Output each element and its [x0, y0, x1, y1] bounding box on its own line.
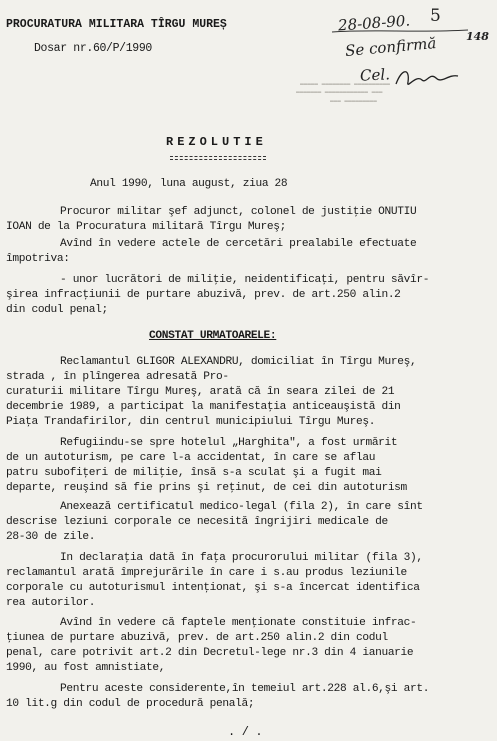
paragraph-line: reclamantul arată împrejurările în care i s.au produs leziunile	[6, 567, 407, 579]
paragraph-line: Avînd în vedere actele de cercetări prealabile efectuate	[60, 238, 417, 250]
paragraph-line: Pentru aceste considerente,în temeiul art.228 al.6,şi art.	[60, 683, 430, 695]
handwritten-underline	[330, 28, 470, 34]
paragraph-line: In declaraţia dată în faţa procurorului militar (fila 3),	[60, 552, 423, 564]
handwritten-date: 28-08-90.	[337, 11, 411, 35]
paragraph-line: 1990, au fost amnistiate,	[6, 662, 166, 674]
paragraph-line: corporale cu autoturismul intenţionat, şi s-a încercat identifica	[6, 582, 420, 594]
paragraph-line: Avînd în vedere că faptele menţionate constituie infrac-	[60, 617, 417, 629]
bleed-through-text: ▬▬▬▬▬ ▬▬▬▬▬▬▬▬ ▬▬▬▬▬▬▬▬▬▬	[300, 80, 391, 87]
paragraph-line: Refugiindu-se spre hotelul „Harghita", a fost urmărit	[60, 437, 398, 449]
date-line: Anul 1990, luna august, ziua 28	[90, 178, 288, 190]
paragraph-line: curaturii militare Tîrgu Mureş, arată că în seara zilei de 21	[6, 386, 395, 398]
case-number: Dosar nr.60/P/1990	[34, 42, 152, 55]
paragraph-line: rea autorilor.	[6, 597, 96, 609]
paragraph-line: descrise leziuni corporale ce necesită îngrijiri medicale de	[6, 516, 388, 528]
institution-header: PROCURATURA MILITARA TÎRGU MUREȘ	[6, 18, 227, 31]
paragraph-line: Procuror militar şef adjunct, colonel de justiţie ONUTIU	[60, 206, 417, 218]
paragraph-line: 28-30 de zile.	[6, 531, 96, 543]
paragraph-line: strada , în plîngerea adresată Pro-	[6, 371, 229, 383]
handwritten-number: 5	[430, 6, 441, 26]
constat-heading: CONSTAT URMATOARELE:	[149, 330, 277, 342]
bleed-through-text: ▬▬▬▬▬▬▬ ▬▬▬▬▬▬▬▬▬▬▬▬ ▬▬▬	[296, 88, 383, 95]
handwritten-page-number: 148	[466, 30, 489, 43]
paragraph-line: şirea infracţiunii de purtare abuzivă, prev. de art.250 alin.2	[6, 289, 401, 301]
handwritten-note-line2: Cel.	[359, 65, 391, 85]
paragraph-line: departe, reuşind să fie prins şi reţinut, de cei din autoturism	[6, 482, 407, 494]
paragraph-line: Reclamantul GLIGOR ALEXANDRU, domiciliat în Tîrgu Mureş,	[60, 356, 417, 368]
paragraph-line: penal, care potrivit art.2 din Decretul-lege nr.3 din 4 ianuarie	[6, 647, 414, 659]
paragraph-line: de un autoturism, pe care l-a accidentat, în care se aflau	[6, 452, 376, 464]
handwritten-note-line1: Se confirmă	[344, 34, 437, 60]
paragraph-line: ţiunea de purtare abuzivă, prev. de art.250 alin.2 din codul	[6, 632, 388, 644]
paragraph-line: Piaţa Trandafirilor, din centrul municipiului Tîrgu Mureş.	[6, 416, 376, 428]
paragraph-line: 10 lit.g din codul de procedură penală;	[6, 698, 255, 710]
paragraph-line: decembrie 1989, a participat la manifestaţia anticeauşistă din	[6, 401, 401, 413]
paragraph-line: patru subofiţeri de miliţie, însă s-a sculat şi a fugit mai	[6, 467, 382, 479]
bleed-through-text: ▬▬▬ ▬▬▬▬▬▬▬▬▬	[330, 97, 377, 104]
paragraph-line: din codul penal;	[6, 304, 108, 316]
title-underline	[170, 159, 266, 160]
paragraph-line: împotriva:	[6, 253, 70, 265]
document-title: REZOLUTIE	[166, 135, 267, 149]
handwritten-signature	[392, 64, 462, 94]
title-underline	[170, 156, 266, 157]
paragraph-line: IOAN de la Procuratura militară Tîrgu Mureş;	[6, 221, 286, 233]
paragraph-line: Anexează certificatul medico-legal (fila 2), în care sînt	[60, 501, 423, 513]
continuation-mark: . / .	[228, 725, 263, 739]
paragraph-line: - unor lucrători de miliţie, neidentificaţi, pentru săvîr-	[60, 274, 430, 286]
